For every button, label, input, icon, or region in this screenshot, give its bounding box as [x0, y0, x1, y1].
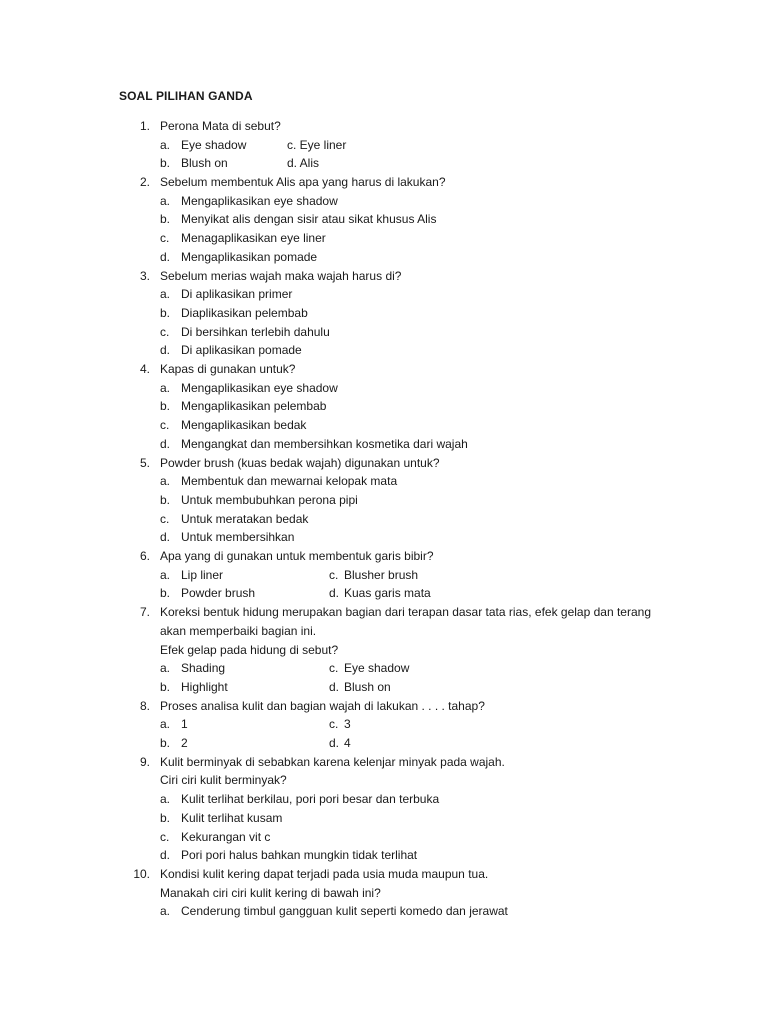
- option-line: [0, 828, 768, 847]
- option-line: [0, 285, 768, 304]
- option-letter: d.: [160, 249, 171, 264]
- option-letter: a.: [160, 137, 171, 152]
- option-letter: a.: [160, 193, 171, 208]
- option-letter: b.: [160, 679, 171, 694]
- question-text: Sebelum merias wajah maka wajah harus di?: [160, 268, 402, 283]
- option-line: [0, 902, 768, 921]
- option-letter: c.: [160, 829, 170, 844]
- option-line: [0, 210, 768, 229]
- option-line: [0, 809, 768, 828]
- option-letter: c.: [329, 661, 339, 676]
- question-number: 4.: [139, 362, 150, 377]
- option-letter: a.: [160, 287, 171, 302]
- question-line: [0, 753, 768, 772]
- option-text: Untuk membubuhkan perona pipi: [181, 492, 358, 507]
- option-line: [0, 154, 768, 173]
- option-letter: d.: [329, 736, 340, 751]
- option-letter: a.: [160, 567, 171, 582]
- option-text: Cenderung timbul gangguan kulit seperti komedo dan jerawat: [181, 904, 508, 919]
- question-text: Sebelum membentuk Alis apa yang harus di lakukan?: [160, 175, 446, 190]
- option-letter: b.: [160, 305, 171, 320]
- question-line: [0, 547, 768, 566]
- question-text: Kondisi kulit kering dapat terjadi pada usia muda maupun tua.: [160, 867, 489, 881]
- option-letter: a.: [160, 661, 171, 676]
- question-item: [0, 603, 768, 696]
- option-line: [0, 491, 768, 510]
- question-line: [0, 641, 768, 660]
- page-title: SOAL PILIHAN GANDA: [119, 89, 253, 103]
- question-line: [0, 173, 768, 192]
- question-line: [0, 622, 768, 641]
- question-number: 2.: [139, 175, 150, 190]
- option-line: [0, 397, 768, 416]
- option-text: Menagaplikasikan eye liner: [181, 231, 326, 246]
- option-text: 2: [181, 736, 188, 751]
- option-text: Eye shadow: [181, 137, 247, 152]
- question-item: [0, 753, 768, 865]
- option-text: d. Alis: [287, 156, 320, 171]
- option-line: [0, 248, 768, 267]
- question-text: Kulit berminyak di sebabkan karena kelenjar minyak pada wajah.: [160, 754, 505, 769]
- option-line: [0, 136, 768, 155]
- option-text: Mengaplikasikan eye shadow: [181, 193, 338, 208]
- question-text: Efek gelap pada hidung di sebut?: [160, 642, 339, 657]
- question-item: [0, 697, 768, 753]
- question-number: 10.: [133, 867, 150, 881]
- question-text: Proses analisa kulit dan bagian wajah di lakukan . . . . tahap?: [160, 698, 485, 713]
- question-text: Apa yang di gunakan untuk membentuk garis bibir?: [160, 549, 434, 564]
- question-number: 1.: [139, 119, 150, 133]
- option-text: Mengaplikasikan pelembab: [181, 399, 327, 414]
- option-text: Kekurangan vit c: [181, 829, 271, 844]
- option-letter: c.: [329, 567, 339, 582]
- option-line: [0, 734, 768, 753]
- option-text: Powder brush: [181, 586, 256, 601]
- option-text: Membentuk dan mewarnai kelopak mata: [181, 474, 398, 489]
- option-letter: b.: [160, 156, 171, 171]
- option-text: Eye shadow: [344, 661, 410, 676]
- option-line: [0, 192, 768, 211]
- question-line: [0, 603, 768, 622]
- question-line: [0, 117, 768, 136]
- option-letter: c.: [160, 511, 170, 526]
- option-letter: d.: [160, 436, 171, 451]
- option-letter: d.: [329, 586, 340, 601]
- option-letter: b.: [160, 399, 171, 414]
- question-line: [0, 884, 768, 903]
- option-line: [0, 416, 768, 435]
- option-letter: c.: [160, 231, 170, 246]
- option-line: [0, 510, 768, 529]
- option-text: Di aplikasikan pomade: [181, 343, 302, 358]
- option-line: [0, 304, 768, 323]
- question-text: Koreksi bentuk hidung merupakan bagian dari terapan dasar tata rias, efek gelap dan terang: [160, 605, 651, 620]
- question-text: Manakah ciri ciri kulit kering di bawah ini?: [160, 885, 381, 900]
- option-letter: b.: [160, 586, 171, 601]
- option-text: Blush on: [344, 679, 391, 694]
- option-line: [0, 659, 768, 678]
- question-number: 3.: [139, 268, 150, 283]
- option-line: [0, 323, 768, 342]
- option-text: Shading: [181, 661, 226, 676]
- question-item: [0, 454, 768, 547]
- question-text: akan memperbaiki bagian ini.: [160, 623, 317, 638]
- question-text: Kapas di gunakan untuk?: [160, 362, 296, 377]
- option-letter: d.: [160, 343, 171, 358]
- option-letter: c.: [329, 717, 339, 732]
- question-number: 8.: [139, 698, 150, 713]
- question-text: Perona Mata di sebut?: [160, 119, 281, 133]
- option-letter: a.: [160, 904, 171, 919]
- option-letter: b.: [160, 492, 171, 507]
- question-number: 7.: [139, 605, 150, 620]
- option-text: Di bersihkan terlebih dahulu: [181, 324, 330, 339]
- option-text: Pori pori halus bahkan mungkin tidak terlihat: [181, 848, 418, 863]
- option-text: Lip liner: [181, 567, 224, 582]
- option-letter: c.: [160, 418, 170, 433]
- option-text: Highlight: [181, 679, 228, 694]
- option-line: [0, 715, 768, 734]
- question-line: [0, 360, 768, 379]
- option-line: [0, 341, 768, 360]
- option-text: 3: [344, 717, 351, 732]
- option-text: Kulit terlihat kusam: [181, 810, 283, 825]
- option-line: [0, 472, 768, 491]
- option-line: [0, 846, 768, 865]
- option-text: Mengaplikasikan bedak: [181, 418, 307, 433]
- option-text: c. Eye liner: [287, 137, 347, 152]
- question-number: 5.: [139, 455, 150, 470]
- question-text: Ciri ciri kulit berminyak?: [160, 773, 287, 788]
- option-letter: c.: [160, 324, 170, 339]
- question-item: [0, 173, 768, 266]
- option-letter: d.: [160, 530, 171, 545]
- question-item: [0, 117, 768, 173]
- option-text: Blush on: [181, 156, 228, 171]
- question-number: 9.: [139, 754, 150, 769]
- question-number: 6.: [139, 549, 150, 564]
- option-text: Blusher brush: [344, 567, 419, 582]
- option-letter: d.: [329, 679, 340, 694]
- option-line: [0, 379, 768, 398]
- option-text: Untuk meratakan bedak: [181, 511, 309, 526]
- option-text: Kuas garis mata: [344, 586, 431, 601]
- question-text: Powder brush (kuas bedak wajah) digunakan untuk?: [160, 455, 440, 470]
- option-line: [0, 678, 768, 697]
- option-line: [0, 229, 768, 248]
- question-item: [0, 267, 768, 360]
- option-letter: b.: [160, 810, 171, 825]
- question-line: [0, 454, 768, 473]
- option-letter: a.: [160, 792, 171, 807]
- option-letter: d.: [160, 848, 171, 863]
- option-letter: b.: [160, 212, 171, 227]
- question-line: [0, 865, 768, 884]
- option-line: [0, 528, 768, 547]
- option-text: Diaplikasikan pelembab: [181, 305, 308, 320]
- option-text: Menyikat alis dengan sisir atau sikat khusus Alis: [181, 212, 437, 227]
- option-text: 1: [181, 717, 188, 732]
- option-line: [0, 790, 768, 809]
- option-text: 4: [344, 736, 351, 751]
- option-letter: a.: [160, 717, 171, 732]
- option-letter: a.: [160, 474, 171, 489]
- option-line: [0, 584, 768, 603]
- question-line: [0, 267, 768, 286]
- option-text: Mengaplikasikan eye shadow: [181, 380, 338, 395]
- option-line: [0, 566, 768, 585]
- option-letter: b.: [160, 736, 171, 751]
- question-item: [0, 865, 768, 921]
- option-text: Kulit terlihat berkilau, pori pori besar dan terbuka: [181, 792, 440, 807]
- question-item: [0, 547, 768, 603]
- question-line: [0, 771, 768, 790]
- option-text: Mengaplikasikan pomade: [181, 249, 318, 264]
- option-text: Untuk membersihkan: [181, 530, 295, 545]
- question-item: [0, 360, 768, 453]
- question-line: [0, 697, 768, 716]
- option-line: [0, 435, 768, 454]
- option-text: Di aplikasikan primer: [181, 287, 293, 302]
- option-letter: a.: [160, 380, 171, 395]
- option-text: Mengangkat dan membersihkan kosmetika dari wajah: [181, 436, 468, 451]
